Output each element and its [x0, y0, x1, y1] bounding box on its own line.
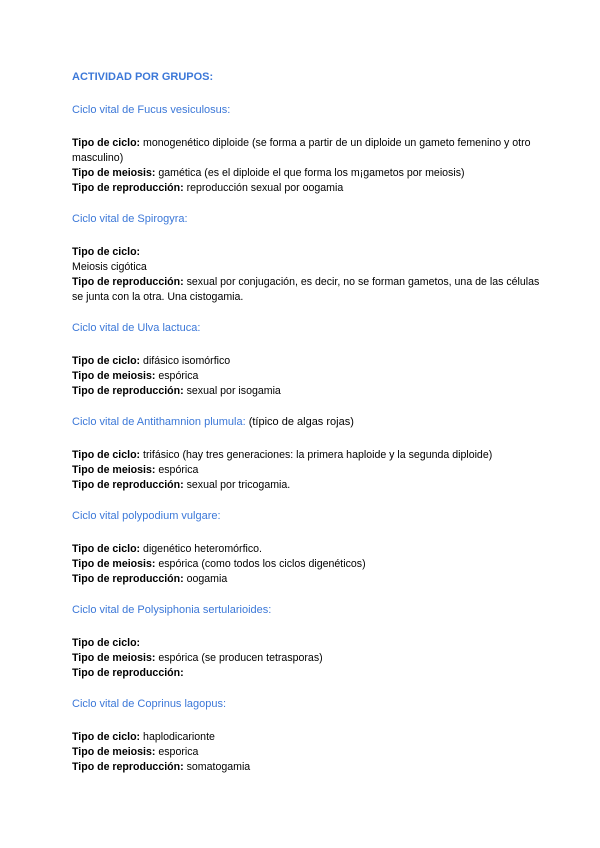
reproduction-type-line: [72, 572, 540, 587]
meiosis-type-label: Tipo de meiosis:: [72, 558, 156, 570]
cycle-heading-text: Ciclo vital de Ulva lactuca:: [72, 322, 201, 334]
cycle-type-value: difásico isomórfico: [143, 355, 231, 367]
cycle-type-label: Tipo de ciclo:: [72, 246, 141, 258]
reproduction-type-label: Tipo de reproducción:: [72, 761, 184, 773]
reproduction-type-line: [72, 478, 540, 493]
cycle-type-line: [72, 730, 540, 745]
reproduction-type-label: Tipo de reproducción:: [72, 276, 184, 288]
reproduction-type-value: reproducción sexual por oogamia: [186, 182, 344, 194]
cycle-section-polysiphonia: [72, 603, 540, 681]
reproduction-type-value: oogamia: [186, 573, 228, 585]
cycle-heading-extra: (típico de algas rojas): [245, 416, 354, 428]
cycle-type-label: Tipo de ciclo:: [72, 137, 141, 149]
cycle-type-label: Tipo de ciclo:: [72, 637, 141, 649]
document-title: ACTIVIDAD POR GRUPOS:: [72, 71, 214, 83]
meiosis-type-value: espórica (como todos los ciclos digenéticos): [158, 558, 366, 570]
cycle-heading-text: Ciclo vital polypodium vulgare:: [72, 510, 221, 522]
reproduction-type-value: somatogamia: [186, 761, 251, 773]
cycle-type-line: [72, 636, 540, 651]
meiosis-type-value: espórica: [158, 370, 199, 382]
meiosis-type-label: Tipo de meiosis:: [72, 464, 156, 476]
cycle-heading: [72, 603, 540, 617]
cycle-type-line: [72, 245, 540, 260]
meiosis-type-line: [72, 369, 540, 384]
meiosis-type-line: [72, 557, 540, 572]
cycle-type-label: Tipo de ciclo:: [72, 449, 141, 461]
cycle-heading-text: Ciclo vital de Spirogyra:: [72, 213, 188, 225]
meiosis-type-value: gamética (es el diploide el que forma los m¡gametos por meiosis): [158, 167, 465, 179]
reproduction-type-label: Tipo de reproducción:: [72, 667, 184, 679]
cycle-type-label: Tipo de ciclo:: [72, 731, 141, 743]
reproduction-type-line: [72, 275, 540, 305]
cycle-section-coprinus: [72, 697, 540, 775]
cycle-heading-text: Ciclo vital de Coprinus lagopus:: [72, 698, 227, 710]
cycle-type-label: Tipo de ciclo:: [72, 543, 141, 555]
cycle-heading-text: Ciclo vital de Fucus vesiculosus:: [72, 104, 231, 116]
reproduction-type-value: sexual por isogamia: [186, 385, 281, 397]
cycle-heading: [72, 321, 540, 335]
meiosis-type-label: Tipo de meiosis:: [72, 746, 156, 758]
reproduction-type-label: Tipo de reproducción:: [72, 385, 184, 397]
meiosis-type-label: Tipo de meiosis:: [72, 370, 156, 382]
reproduction-type-value: sexual por conjugación, es decir, no se forman gametos, una de las células se junta con la otra. Una cistogamia.: [72, 276, 540, 303]
reproduction-type-line: [72, 760, 540, 775]
meiosis-type-line: [72, 166, 540, 181]
cycle-type-line: [72, 542, 540, 557]
meiosis-type-line: [72, 651, 540, 666]
reproduction-type-label: Tipo de reproducción:: [72, 573, 184, 585]
cycle-type-line: [72, 448, 540, 463]
cycle-type-value: monogenético diploide (se forma a partir de un diploide un gameto femenino y otro masculino): [72, 137, 531, 164]
cycle-heading: [72, 415, 540, 429]
cycle-heading-text: Ciclo vital de Polysiphonia sertularioides:: [72, 604, 272, 616]
cycle-section-polypodium: [72, 509, 540, 587]
meiosis-type-label: Tipo de meiosis:: [72, 167, 156, 179]
reproduction-type-line: [72, 384, 540, 399]
cycle-heading: [72, 212, 540, 226]
meiosis-type-line: [72, 463, 540, 478]
meiosis-type-value: esporica: [158, 746, 199, 758]
cycle-heading: [72, 103, 540, 117]
cycle-heading-text: Ciclo vital de Antithamnion plumula:: [72, 416, 246, 428]
cycle-type-value: trifásico (hay tres generaciones: la primera haploide y la segunda diploide): [143, 449, 493, 461]
cycle-heading: [72, 697, 540, 711]
cycle-section-fucus: [72, 103, 540, 196]
cycle-type-line: [72, 136, 540, 166]
meiosis-type-value: espórica (se producen tetrasporas): [158, 652, 323, 664]
reproduction-type-label: Tipo de reproducción:: [72, 479, 184, 491]
cycle-type-label: Tipo de ciclo:: [72, 355, 141, 367]
cycle-type-value: digenético heteromórfico.: [143, 543, 262, 555]
cycle-section-spirogyra: [72, 212, 540, 305]
meiosis-note-line: Meiosis cigótica: [72, 261, 147, 273]
cycle-type-line: [72, 354, 540, 369]
reproduction-type-line: [72, 181, 540, 196]
cycle-type-value: haplodicarionte: [143, 731, 215, 743]
meiosis-type-value: espórica: [158, 464, 199, 476]
meiosis-type-label: Tipo de meiosis:: [72, 652, 156, 664]
reproduction-type-label: Tipo de reproducción:: [72, 182, 184, 194]
cycle-section-ulva: [72, 321, 540, 399]
reproduction-type-value: sexual por tricogamia.: [186, 479, 291, 491]
meiosis-type-line: [72, 745, 540, 760]
cycle-heading: [72, 509, 540, 523]
reproduction-type-line: [72, 666, 540, 681]
cycle-section-antithamnion: [72, 415, 540, 493]
